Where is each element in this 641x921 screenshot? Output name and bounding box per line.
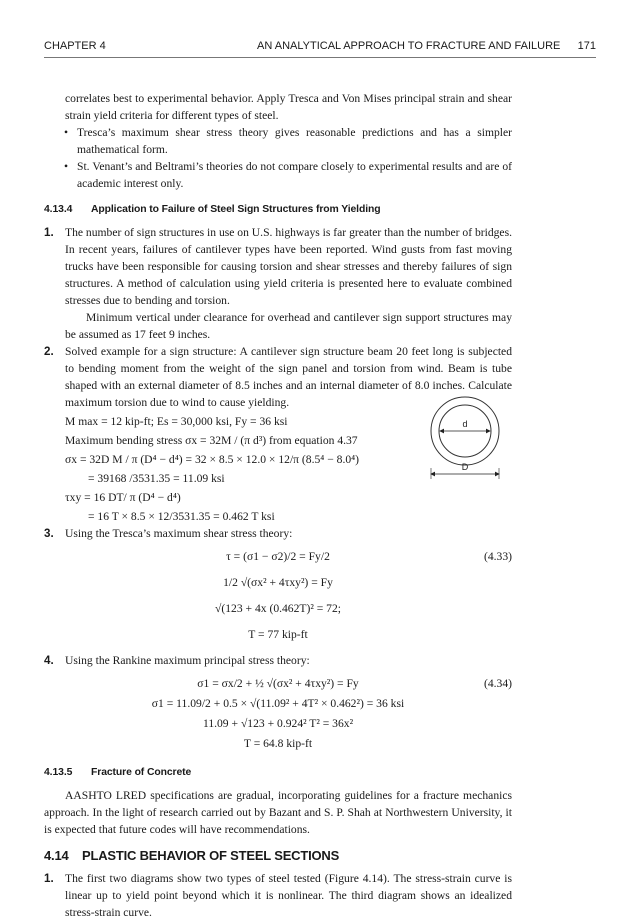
tube-cross-section-figure — [421, 388, 509, 483]
page-body — [44, 90, 512, 921]
section-title: Fracture of Concrete — [91, 767, 192, 778]
item-paragraph-2: Minimum vertical under clearance for overhead and cantilever sign support structures may be assumed as 17 feet 9 inches. — [65, 311, 512, 341]
equation: τ = (σ1 − σ2)/2 = Fy/2 — [226, 550, 330, 563]
item-text: The number of sign structures in use on U.S. highways is far greater than the number of bridges. In recent years, failures of cantilever types have been reported. Wind gusts from fast moving trucks have been responsible for causing torsion and shear stresses and thereby failures of sign structures. A method of calculation using yield criteria is presented here to evaluate combined stresses due to bending and torsion. — [65, 226, 512, 307]
equation: 11.09 + √123 + 0.924² T² = 36x² — [202, 717, 354, 730]
equation: σ1 = σx/2 + ½ √(σx² + 4τxy²) = Fy — [197, 677, 359, 690]
section-title: Application to Failure of Steel Sign Structures from Yielding — [91, 204, 381, 215]
equation-line — [44, 548, 512, 568]
item-number: 1. — [44, 226, 54, 239]
equation: 1/2 √(σx² + 4τxy²) = Fy — [223, 576, 333, 589]
running-header — [44, 40, 596, 56]
item-text: Solved example for a sign structure: A cantilever sign structure beam 20 feet long is subjected to bending moment from the weight of the sign panel and torsion from wind. Beam is tube shaped with an external diameter of 8.5 inches and an internal diameter of 8.0 inches. Calculate maximum torsion due to wind to cause yielding. — [65, 345, 512, 409]
calc-line: M max = 12 kip-ft; Es = 30,000 ksi, Fy = 36 ksi — [65, 415, 288, 428]
equation-line — [44, 574, 512, 594]
equation-number: (4.33) — [483, 550, 512, 563]
chapter-title: AN ANALYTICAL APPROACH TO FRACTURE AND FAILURE — [257, 40, 561, 52]
concrete-paragraph: AASHTO LRED specifications are gradual, incorporating guidelines for a fracture mechanics approach. In the light of research carried out by Bazant and S. P. Shah at Northwestern University, it is expected that future codes will have recommendations. — [44, 789, 512, 836]
equation: T = 64.8 kip-ft — [243, 737, 313, 750]
numbered-item-1 — [44, 870, 512, 921]
page-number: 171 — [577, 40, 596, 52]
calc-line: τxy = 16 DT/ π (D⁴ − d⁴) — [65, 491, 181, 504]
item-number: 4. — [44, 654, 54, 667]
item-text: Using the Rankine maximum principal stress theory: — [65, 654, 310, 667]
section-4-13-5-heading — [44, 764, 512, 781]
section-number: 4.14 — [44, 848, 69, 863]
item-number: 3. — [44, 527, 54, 540]
equation-line — [44, 735, 512, 755]
item-text: The first two diagrams show two types of steel tested (Figure 4.14). The stress-strain curve is linear up to yield point beyond which it is nonlinear. The third diagram shows an idealized stress-strain curve. — [65, 872, 512, 919]
equation: T = 77 kip-ft — [248, 628, 308, 641]
section-number: 4.13.5 — [44, 767, 73, 778]
section-number: 4.13.4 — [44, 204, 73, 215]
item-number: 1. — [44, 872, 54, 885]
outer-diameter-label: D — [461, 462, 469, 472]
equation-number: (4.34) — [483, 677, 512, 690]
numbered-item-1 — [44, 224, 512, 343]
inner-diameter-label: d — [462, 419, 468, 429]
bullet-st-venant: • St. Venant’s and Beltrami’s theories do not compare closely to experimental results and are of academic interest only. — [44, 158, 512, 192]
calc-line: = 16 T × 8.5 × 12/3531.35 = 0.462 T ksi — [88, 510, 275, 523]
section-4-13-4-heading — [44, 201, 512, 218]
calc-line: = 39168 /3531.35 = 11.09 ksi — [88, 472, 225, 485]
item-text: Using the Tresca’s maximum shear stress theory: — [65, 527, 293, 540]
numbered-item-4 — [44, 652, 512, 669]
chapter-label: CHAPTER 4 — [44, 40, 106, 52]
equation-line — [44, 695, 512, 715]
calc-line: Maximum bending stress σx = 32M / (π d³) from equation 4.37 — [65, 434, 358, 447]
calc-line: σx = 32D M / π (D⁴ − d⁴) = 32 × 8.5 × 12.0 × 12/π (8.5⁴ − 8.0⁴) — [65, 453, 360, 466]
intro-paragraph: correlates best to experimental behavior. Apply Tresca and Von Mises principal strain and shear strain yield criteria for different types of steel. — [65, 92, 512, 122]
section-4-14-heading — [44, 847, 512, 864]
equation-line — [44, 715, 512, 735]
equation-line — [44, 600, 512, 620]
header-rule — [44, 57, 596, 58]
bullet-tresca: • Tresca’s maximum shear stress theory gives reasonable predictions and has a simpler mathematical form. — [44, 124, 512, 158]
section-title: PLASTIC BEHAVIOR OF STEEL SECTIONS — [82, 848, 340, 863]
equation-line — [44, 675, 512, 695]
numbered-item-3 — [44, 525, 512, 542]
equation: √(123 + 4x (0.462T)² = 72; — [215, 602, 341, 615]
item-number: 2. — [44, 345, 54, 358]
equation: σ1 = 11.09/2 + 0.5 × √(11.09² + 4T² × 0.462²) = 36 ksi — [151, 697, 405, 710]
equation-line — [44, 626, 512, 646]
